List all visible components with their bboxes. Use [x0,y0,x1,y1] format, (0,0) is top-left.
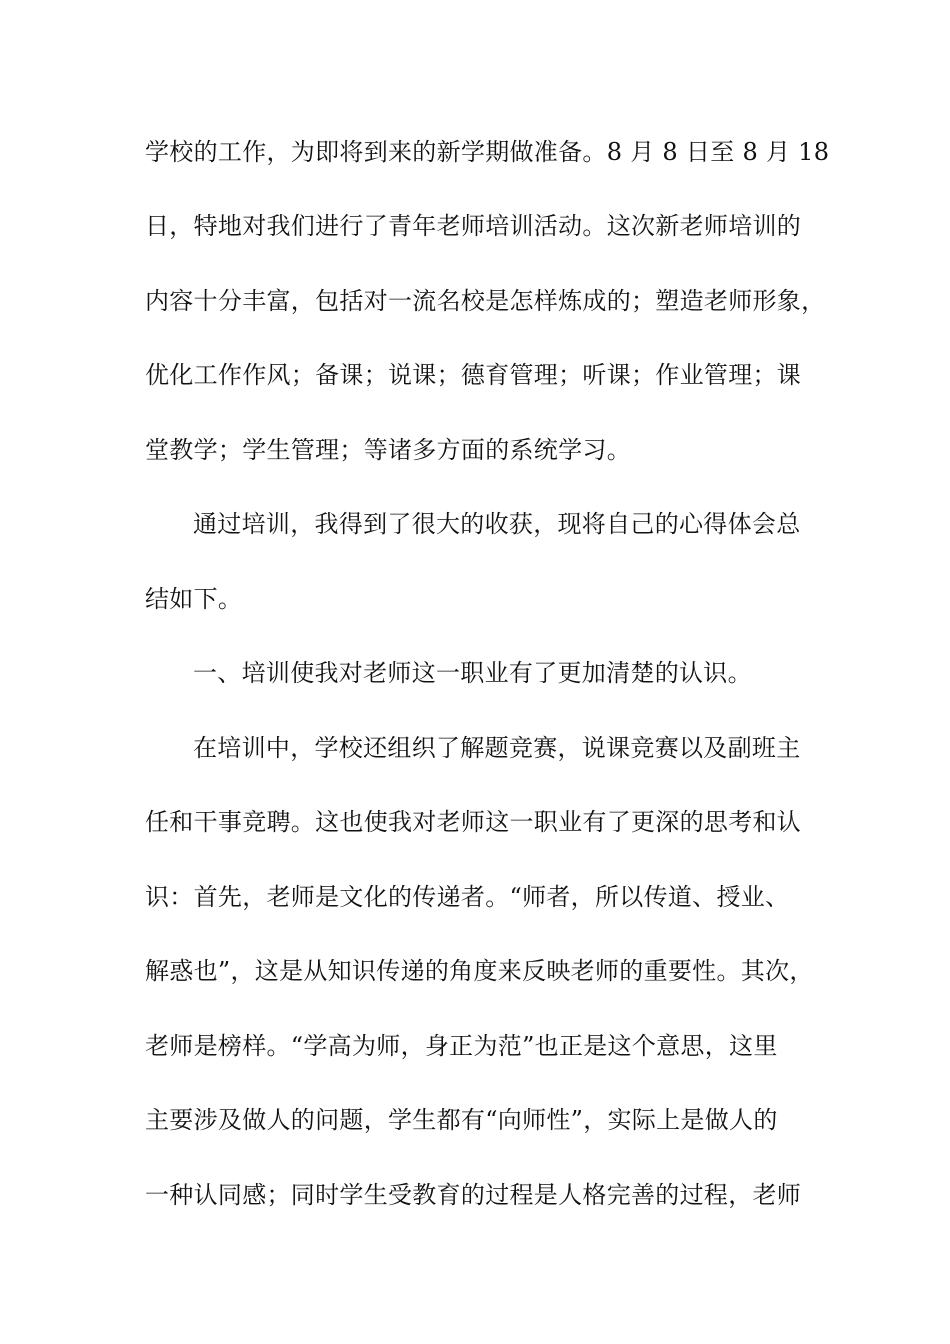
paragraph-line: 一种认同感；同时学生受教育的过程是人格完善的过程，老师 [145,1181,802,1209]
paragraph-line: 日，特地对我们进行了青年老师培训活动。这次新老师培训的 [145,212,802,240]
paragraph-line: 解惑也”，这是从知识传递的角度来反映老师的重要性。其次， [145,957,814,985]
paragraph-line: 在培训中，学校还组织了解题竞赛，说课竞赛以及副班主 [193,734,801,762]
section-heading: 一、培训使我对老师这一职业有了更加清楚的认识。 [193,659,752,687]
paragraph-line: 学校的工作，为即将到来的新学期做准备。8 月 8 日至 8 月 18 [145,138,830,166]
paragraph-line: 识：首先，老师是文化的传递者。“师者，所以传道、授业、 [145,883,790,911]
paragraph-line: 任和干事竞聘。这也使我对老师这一职业有了更深的思考和认 [145,808,802,836]
paragraph-line: 主要涉及做人的问题，学生都有“向师性”，实际上是做人的 [145,1106,778,1134]
paragraph-line: 优化工作作风；备课；说课；德育管理；听课；作业管理；课 [145,361,802,389]
paragraph-line: 内容十分丰富，包括对一流名校是怎样炼成的；塑造老师形象， [145,287,826,315]
paragraph-line: 通过培训，我得到了很大的收获，现将自己的心得体会总 [193,510,801,538]
paragraph-line: 结如下。 [145,585,243,613]
paragraph-line: 堂教学；学生管理；等诸多方面的系统学习。 [145,436,631,464]
paragraph-line: 老师是榜样。“学高为师，身正为范”也正是这个意思，这里 [145,1032,778,1060]
